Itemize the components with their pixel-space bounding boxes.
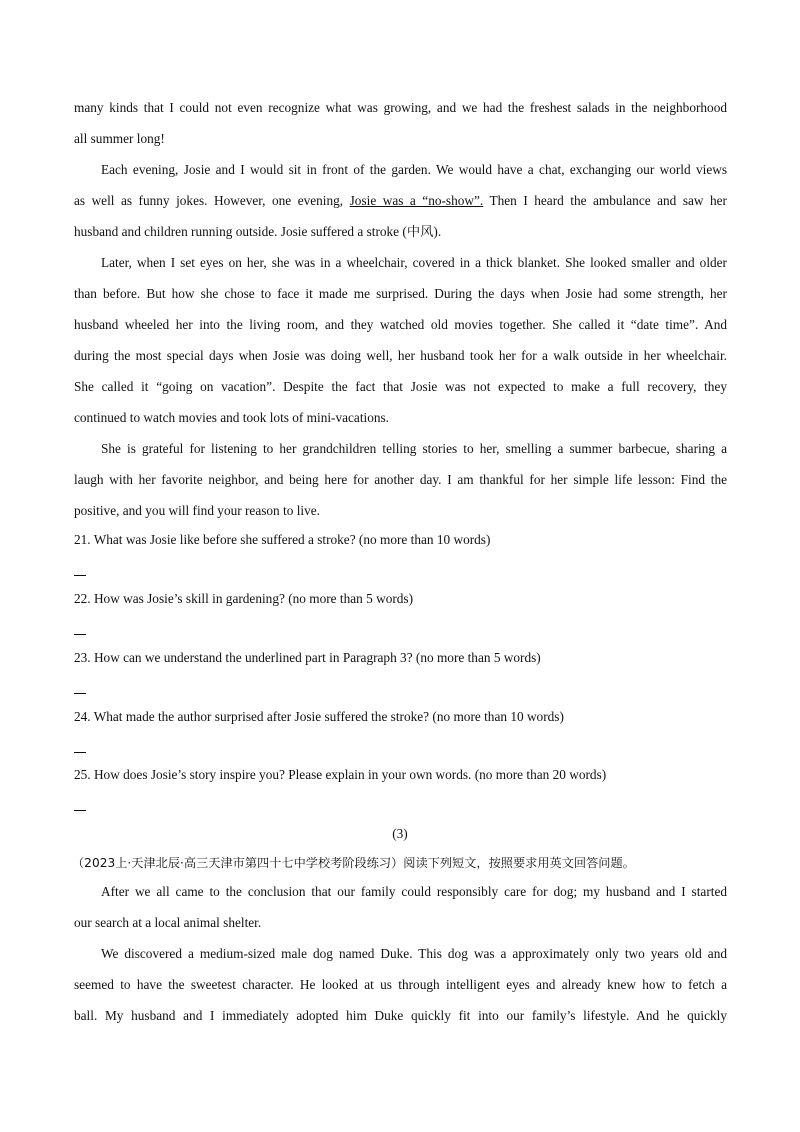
section3-paragraph-2-line-2: seemed to have the sweetest character. He looked at us through intelligent eyes and already knew how to fetch a (74, 977, 727, 992)
question-21: 21. What was Josie like before she suffered a stroke? (no more than 10 words) (74, 532, 491, 547)
paragraph-2-text-after: Then I heard the ambulance and saw her (483, 193, 727, 208)
paragraph-1-line-1: many kinds that I could not even recognize what was growing, and we had the freshest salads in the neighborhood (74, 100, 727, 115)
paragraph-4-line-2: laugh with her favorite neighbor, and being here for another day. I am thankful for her simple life lesson: Find the (74, 472, 727, 487)
paragraph-3-line-6: continued to watch movies and took lots of mini-vacations. (74, 410, 390, 425)
question-23: 23. How can we understand the underlined part in Paragraph 3? (no more than 5 words) (74, 650, 541, 665)
section-source: （2023上·天津北辰·高三天津市第四十七中学校考阶段练习）阅读下列短文，按照要求用英文回答问题。 (72, 856, 635, 870)
section3-paragraph-2-line-1: We discovered a medium-sized male dog named Duke. This dog was a approximately only two years old and (101, 946, 727, 961)
paragraph-1-line-2: all summer long! (74, 131, 165, 146)
paragraph-3-line-4: during the most special days when Josie was doing well, her husband took her for a walk outside in her wheelchair. (74, 348, 727, 363)
answer-blank-25[interactable] (74, 810, 86, 811)
section3-paragraph-2-line-3: ball. My husband and I immediately adopted him Duke quickly fit into our family’s lifestyle. And he quickly (74, 1008, 727, 1023)
paragraph-4-line-1: She is grateful for listening to her grandchildren telling stories to her, smelling a summer barbecue, sharing a (101, 441, 727, 456)
paragraph-3-line-1: Later, when I set eyes on her, she was in a wheelchair, covered in a thick blanket. She looked smaller and older (101, 255, 727, 270)
question-22: 22. How was Josie’s skill in gardening? (no more than 5 words) (74, 591, 414, 606)
answer-blank-21[interactable] (74, 575, 86, 576)
question-25: 25. How does Josie’s story inspire you? Please explain in your own words. (no more than 20 words) (74, 767, 607, 782)
paragraph-2-line-2 (74, 193, 727, 209)
underlined-no-show: Josie was a “no-show”. (349, 193, 484, 208)
answer-blank-24[interactable] (74, 752, 86, 753)
paragraph-3-line-2: than before. But how she chose to face it made me surprised. During the days when Josie had some strength, her (74, 286, 727, 301)
answer-blank-22[interactable] (74, 634, 86, 635)
paragraph-2-line-3: husband and children running outside. Josie suffered a stroke (中风). (74, 224, 442, 239)
paragraph-4-line-3: positive, and you will find your reason to live. (74, 503, 320, 518)
paragraph-2-text-before: as well as funny jokes. However, one evening, (74, 193, 350, 208)
paragraph-2-line-1: Each evening, Josie and I would sit in front of the garden. We would have a chat, exchanging our world views (101, 162, 727, 177)
question-24: 24. What made the author surprised after Josie suffered the stroke? (no more than 10 words) (74, 709, 564, 724)
answer-blank-23[interactable] (74, 693, 86, 694)
section3-paragraph-1-line-1: After we all came to the conclusion that our family could responsibly care for dog; my husband and I started (101, 884, 727, 899)
section3-paragraph-1-line-2: our search at a local animal shelter. (74, 915, 262, 930)
paragraph-3-line-5: She called it “going on vacation”. Despite the fact that Josie was not expected to make a full recovery, they (74, 379, 727, 394)
section-number: (3) (392, 826, 408, 841)
paragraph-3-line-3: husband wheeled her into the living room, and they watched old movies together. She called it “date time”. And (74, 317, 727, 332)
